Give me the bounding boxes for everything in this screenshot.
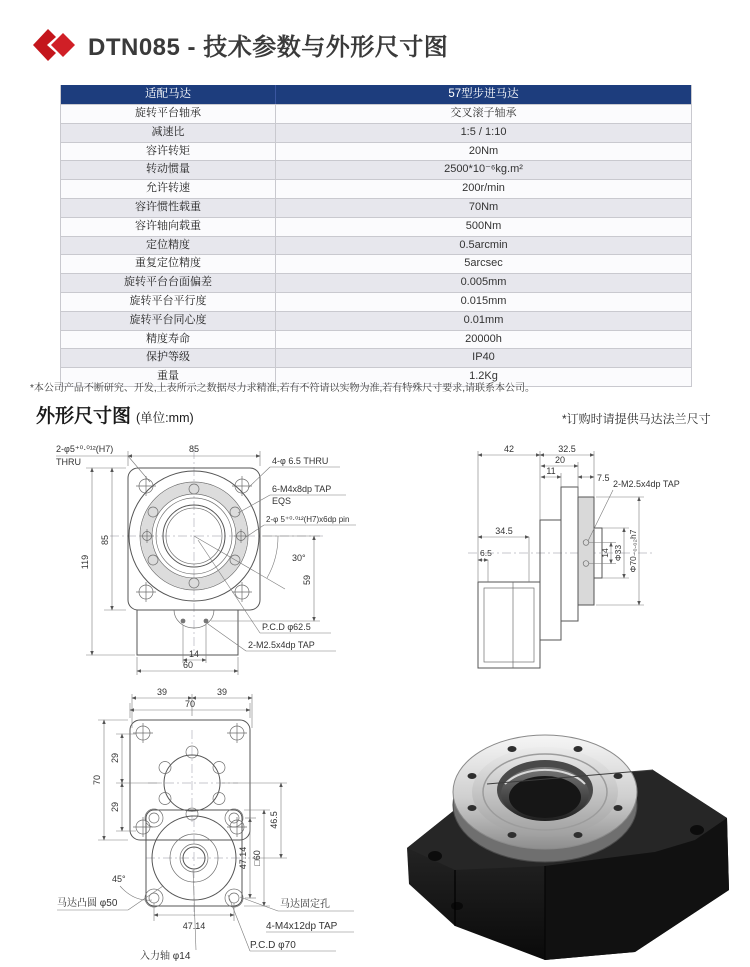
table-row: [61, 198, 691, 217]
dim-label: 32.5: [558, 444, 576, 454]
spec-param: 定位精度: [61, 237, 276, 255]
dim-label: 29: [110, 752, 120, 764]
side-view-drawing: [460, 438, 750, 690]
table-row: [61, 160, 691, 179]
table-row: [61, 311, 691, 330]
table-row: [61, 236, 691, 255]
section-title: 外形尺寸图: [36, 406, 132, 427]
table-row: [61, 273, 691, 292]
dim-label: P.C.D φ70: [250, 940, 296, 951]
spec-value: 1.2Kg: [469, 370, 498, 383]
section-heading: [36, 401, 194, 428]
dim-label: 11: [546, 466, 556, 476]
dim-label: 20: [554, 455, 566, 465]
spec-param: 精度寿命: [61, 331, 276, 349]
actuator-photo-illustration: [407, 735, 729, 960]
order-note: *订购时请提供马达法兰尺寸: [562, 412, 711, 426]
spec-param: 旋转平台平行度: [61, 293, 276, 311]
spec-param: 容许转矩: [61, 143, 276, 161]
spec-value: 200r/min: [462, 182, 505, 195]
dim-label: □60: [252, 850, 262, 866]
dim-label: Φ33: [613, 544, 623, 562]
dim-label: 马达凸圆 φ50: [57, 898, 118, 909]
dim-label: 30°: [292, 553, 306, 563]
dim-label: 47.14: [182, 921, 206, 931]
spec-param: 旋转平台台面偏差: [61, 274, 276, 292]
spec-param: 重量: [61, 368, 276, 386]
dim-label: 14: [188, 649, 200, 659]
spec-param-header: 适配马达: [61, 85, 276, 104]
table-row: [61, 292, 691, 311]
product-photo: [395, 700, 745, 967]
dim-label: 6.5: [480, 548, 492, 558]
table-row: [61, 254, 691, 273]
dim-label: 14: [600, 548, 610, 558]
spec-value: 0.5arcmin: [459, 238, 508, 251]
dim-label: 29: [110, 801, 120, 813]
dim-label: 45°: [112, 874, 126, 884]
spec-param: 减速比: [61, 124, 276, 142]
spec-value-header: 57型步进马达: [448, 88, 519, 100]
dim-label: Φ70₋₀.₀₂h7: [628, 529, 638, 573]
dim-label: 70: [184, 699, 196, 709]
table-row: [61, 142, 691, 161]
spec-param: 重复定位精度: [61, 255, 276, 273]
dim-label: 2-M2.5x4dp TAP: [248, 640, 315, 650]
dim-label: 4-φ 6.5 THRU: [272, 456, 329, 466]
table-row: [61, 104, 691, 123]
spec-param: 旋转平台同心度: [61, 312, 276, 330]
dim-label: 70: [92, 774, 102, 786]
dim-label: 119: [80, 554, 90, 570]
dim-label: P.C.D φ62.5: [262, 622, 311, 632]
dim-label: 4-M4x12dp TAP: [266, 921, 338, 932]
spec-param: 旋转平台轴承: [61, 105, 276, 123]
spec-value: 5arcsec: [464, 257, 503, 270]
dim-label: 入力轴 φ14: [140, 951, 191, 962]
dim-label: 59: [302, 574, 312, 586]
dim-label: 2-φ 5⁺⁰·⁰¹²(H7)x6dp pin: [266, 515, 350, 524]
dim-label: 34.5: [495, 526, 513, 536]
spec-value: 1:5 / 1:10: [460, 125, 507, 138]
dim-label: THRU: [56, 457, 81, 467]
page-title: DTN085 - 技术参数与外形尺寸图: [88, 34, 449, 61]
spec-value: 20000h: [465, 332, 502, 345]
spec-value: 2500*10⁻⁶kg.m²: [444, 163, 523, 176]
dim-label: 46.5: [269, 811, 279, 829]
spec-value: 20Nm: [468, 144, 499, 157]
dim-label: 39: [156, 687, 168, 697]
dim-label: 85: [100, 534, 110, 546]
spec-value: 交叉滚子轴承: [450, 107, 517, 119]
front-view-drawing: [30, 438, 370, 690]
dim-label: EQS: [272, 496, 292, 506]
bottom-view-drawing: [55, 685, 400, 967]
dim-label: 马达固定孔: [280, 899, 330, 910]
table-row: [61, 123, 691, 142]
spec-value: 70Nm: [468, 200, 499, 213]
footnote: *本公司产品不断研究、开发,上表所示之数据尽力求精准,若有不符请以实物为准,若有特殊尺寸要求,请联系本公司。: [30, 383, 536, 394]
dim-label: 47.14: [238, 846, 248, 870]
brand-logo-icon: [28, 26, 82, 64]
dim-label: 7.5: [597, 473, 610, 483]
bottom-view-labels: [57, 687, 338, 962]
spec-value: 500Nm: [465, 219, 502, 232]
dim-label: 2-M2.5x4dp TAP: [613, 479, 680, 489]
table-row: [61, 179, 691, 198]
spec-value: IP40: [472, 351, 495, 364]
spec-param: 容许惯性载重: [61, 199, 276, 217]
dim-label: 85: [188, 444, 200, 454]
front-view-labels: [56, 444, 349, 670]
table-row: [61, 348, 691, 367]
bottom-view-geometry: [57, 694, 354, 951]
spec-value: 0.005mm: [460, 276, 507, 289]
table-header-row: [61, 85, 691, 104]
dim-label: 39: [216, 687, 228, 697]
dim-label: 60: [182, 660, 194, 670]
spec-param: 允许转速: [61, 180, 276, 198]
spec-table: [60, 85, 692, 387]
table-row: [61, 217, 691, 236]
spec-param: 保护等级: [61, 349, 276, 367]
table-row: [61, 330, 691, 349]
spec-value: 0.015mm: [460, 294, 507, 307]
dim-label: 42: [503, 444, 515, 454]
section-unit: (单位:mm): [136, 411, 194, 425]
spec-param: 转动惯量: [61, 161, 276, 179]
dim-label: 2-φ5⁺⁰·⁰¹²(H7): [56, 444, 114, 454]
spec-param: 容许轴向载重: [61, 218, 276, 236]
dim-label: 6-M4x8dp TAP: [272, 484, 332, 494]
spec-value: 0.01mm: [463, 313, 504, 326]
